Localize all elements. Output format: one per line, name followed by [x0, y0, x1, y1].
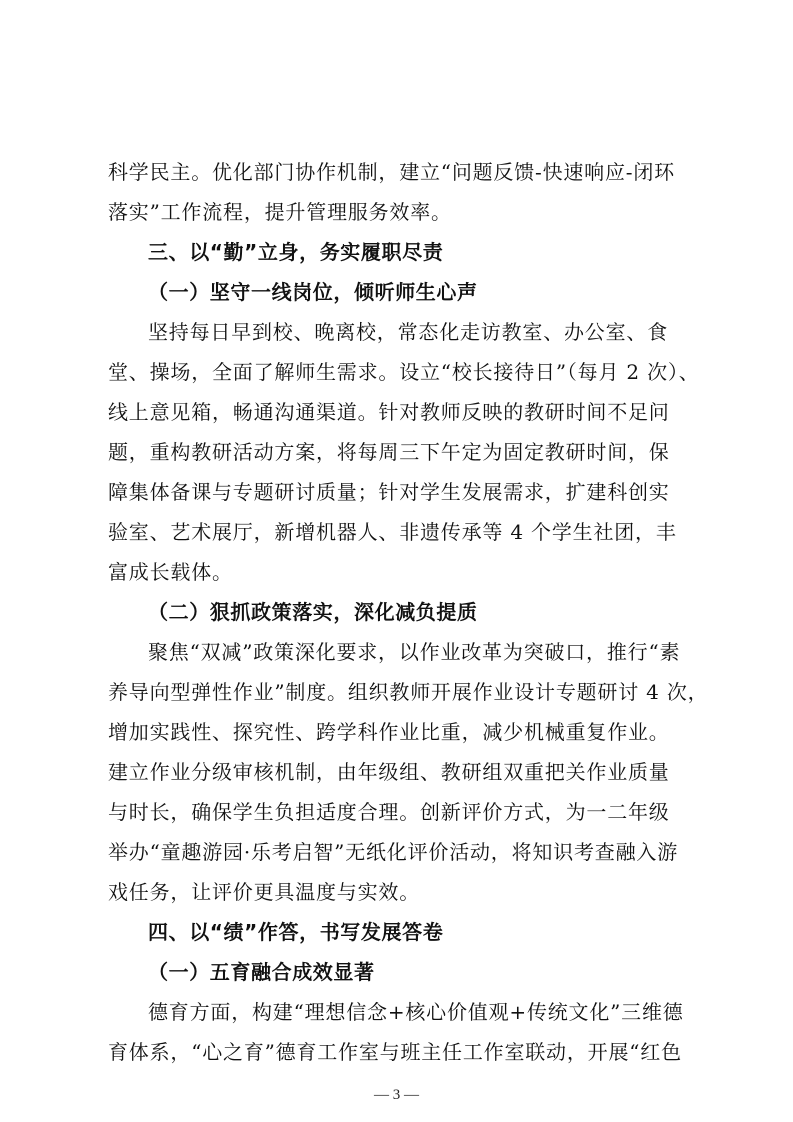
paragraph-line: 德育方面，构建“理想信念+核心价值观+传统文化”三维德 [148, 1000, 684, 1024]
section-heading: 三、以“勤”立身，务实履职尽责 [148, 240, 444, 264]
paragraph-line: 题，重构教研活动方案，将每周三下午定为固定教研时间，保 [108, 440, 670, 464]
paragraph-line: 养导向型弹性作业”制度。组织教师开展作业设计专题研讨 4 次， [108, 680, 709, 704]
paragraph-line: 举办“童趣游园·乐考启智”无纸化评价活动，将知识考查融入游 [108, 840, 679, 864]
paragraph-line: 堂、操场，全面了解师生需求。设立“校长接待日”（每月 2 次）、 [108, 360, 700, 384]
subsection-heading: （二）狠抓政策落实，深化减负提质 [148, 600, 478, 624]
paragraph-line: 验室、艺术展厅，新增机器人、非遗传承等 4 个学生社团，丰 [108, 520, 677, 544]
paragraph-line: 富成长载体。 [108, 560, 233, 584]
paragraph-line: 聚焦“双减”政策深化要求，以作业改革为突破口，推行“素 [148, 640, 681, 664]
paragraph-line: 戏任务，让评价更具温度与实效。 [108, 880, 420, 904]
paragraph-line: 坚持每日早到校、晚离校，常态化走访教室、办公室、食 [148, 320, 668, 344]
paragraph-line: 科学民主。优化部门协作机制，建立“问题反馈-快速响应-闭环 [108, 160, 675, 184]
paragraph-line: 与时长，确保学生负担适度合理。创新评价方式，为一二年级 [108, 800, 670, 824]
paragraph-line: 增加实践性、探究性、跨学科作业比重，减少机械重复作业。 [108, 720, 670, 744]
paragraph-line: 障集体备课与专题研讨质量；针对学生发展需求，扩建科创实 [108, 480, 670, 504]
section-heading: 四、以“绩”作答，书写发展答卷 [148, 920, 444, 944]
subsection-heading: （一）坚守一线岗位，倾听师生心声 [148, 280, 478, 304]
subsection-heading: （一）五育融合成效显著 [148, 960, 375, 984]
paragraph-line: 线上意见箱，畅通沟通渠道。针对教师反映的教研时间不足问 [108, 400, 670, 424]
paragraph-line: 落实”工作流程，提升管理服务效率。 [108, 200, 452, 224]
page-number: — 3 — [374, 1087, 419, 1103]
paragraph-line: 建立作业分级审核机制，由年级组、教研组双重把关作业质量 [108, 760, 670, 784]
paragraph-line: 育体系，“心之育”德育工作室与班主任工作室联动，开展“红色 [108, 1040, 682, 1064]
